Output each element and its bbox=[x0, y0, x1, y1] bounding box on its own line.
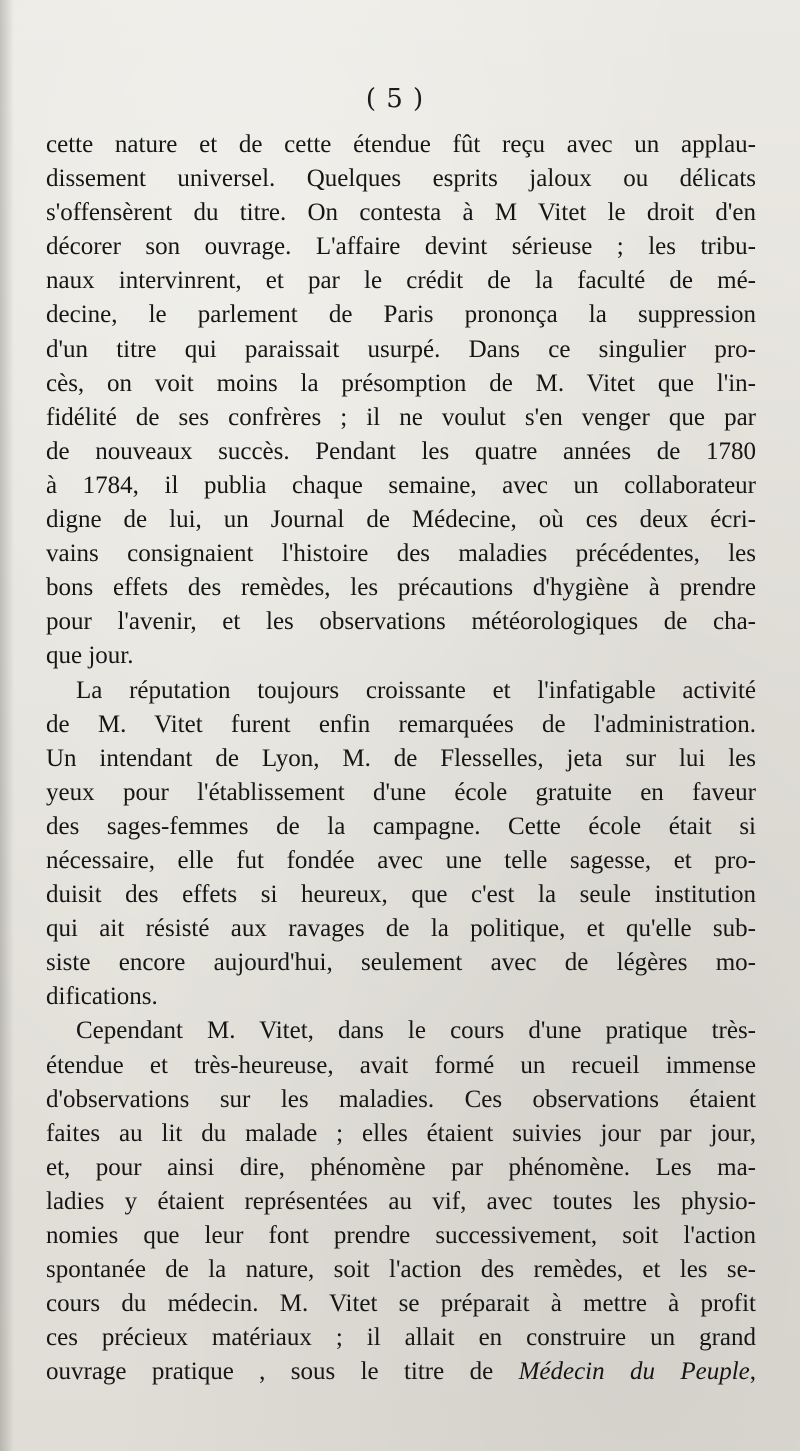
text-line: nomies que leur font prendre successivement, soit l'action bbox=[46, 1222, 756, 1249]
text-line: des sages-femmes de la campagne. Cette école était si bbox=[46, 812, 756, 840]
final-line-punctuation: , bbox=[749, 1358, 756, 1386]
body-text bbox=[46, 128, 756, 1389]
text-line: difications. bbox=[46, 983, 158, 1011]
text-line: spontanée de la nature, soit l'action des remèdes, et les se- bbox=[46, 1256, 756, 1284]
text-line: qui ait résisté aux ravages de la politique, et qu'elle sub- bbox=[46, 915, 756, 943]
page-edge-shadow bbox=[0, 0, 14, 1451]
text-line: Cependant M. Vitet, dans le cours d'une pratique très- bbox=[76, 1017, 756, 1045]
text-line: d'observations sur les maladies. Ces observations étaient bbox=[46, 1085, 756, 1113]
text-line: de nouveaux succès. Pendant les quatre années de 1780 bbox=[46, 437, 756, 465]
text-line: digne de lui, un Journal de Médecine, où ces deux écri- bbox=[46, 506, 756, 534]
text-line: que jour. bbox=[46, 642, 134, 670]
text-line: Un intendant de Lyon, M. de Flesselles, jeta sur lui les bbox=[46, 744, 756, 772]
book-title-italic: Médecin du Peuple bbox=[518, 1358, 750, 1386]
final-line-text: ouvrage pratique , sous le titre de bbox=[46, 1358, 519, 1386]
text-line: nécessaire, elle fut fondée avec une telle sagesse, et pro- bbox=[46, 846, 756, 874]
text-line: décorer son ouvrage. L'affaire devint sérieuse ; les tribu- bbox=[46, 233, 756, 261]
text-line: étendue et très-heureuse, avait formé un recueil immense bbox=[46, 1051, 756, 1079]
text-line: d'un titre qui paraissait usurpé. Dans ce singulier pro- bbox=[46, 335, 756, 363]
text-line: decine, le parlement de Paris prononça la suppression bbox=[46, 301, 756, 329]
text-line: siste encore aujourd'hui, seulement avec de légères mo- bbox=[46, 949, 756, 977]
text-line: naux intervinrent, et par le crédit de la faculté de mé- bbox=[46, 267, 756, 295]
text-line: yeux pour l'établissement d'une école gratuite en faveur bbox=[46, 778, 756, 806]
text-line: cette nature et de cette étendue fût reçu avec un applau- bbox=[46, 131, 756, 158]
text-line: bons effets des remèdes, les précautions d'hygiène à prendre bbox=[46, 574, 756, 602]
text-line: faites au lit du malade ; elles étaient suivies jour par jour, bbox=[46, 1119, 756, 1147]
text-line: de M. Vitet furent enfin remarquées de l'administration. bbox=[46, 710, 756, 738]
page-number: ( 5 ) bbox=[365, 84, 425, 114]
text-line: cès, on voit moins la présomption de M. Vitet que l'in- bbox=[46, 369, 756, 397]
text-line: ces précieux matériaux ; il allait en construire un grand bbox=[46, 1324, 756, 1352]
text-line: duisit des effets si heureux, que c'est la seule institution bbox=[46, 881, 756, 909]
text-line: cours du médecin. M. Vitet se préparait à mettre à profit bbox=[46, 1290, 756, 1318]
text-line: pour l'avenir, et les observations météorologiques de cha- bbox=[46, 608, 756, 636]
final-text-line bbox=[46, 1355, 756, 1389]
text-line: La réputation toujours croissante et l'infatigable activité bbox=[76, 676, 756, 704]
text-line: ladies y étaient représentées au vif, avec toutes les physio- bbox=[46, 1187, 756, 1215]
text-line: s'offensèrent du titre. On contesta à M Vitet le droit d'en bbox=[46, 199, 756, 227]
text-line: à 1784, il publia chaque semaine, avec un collaborateur bbox=[46, 471, 756, 499]
paragraph-3 bbox=[46, 1014, 756, 1389]
paragraph-2 bbox=[46, 674, 756, 1015]
text-line: et, pour ainsi dire, phénomène par phénomène. Les ma- bbox=[46, 1153, 756, 1181]
paragraph-1 bbox=[46, 128, 756, 674]
text-line: fidélité de ses confrères ; il ne voulut s'en venger que par bbox=[46, 403, 756, 431]
text-line: dissement universel. Quelques esprits jaloux ou délicats bbox=[46, 165, 756, 193]
text-line: vains consignaient l'histoire des maladies précédentes, les bbox=[46, 540, 756, 568]
